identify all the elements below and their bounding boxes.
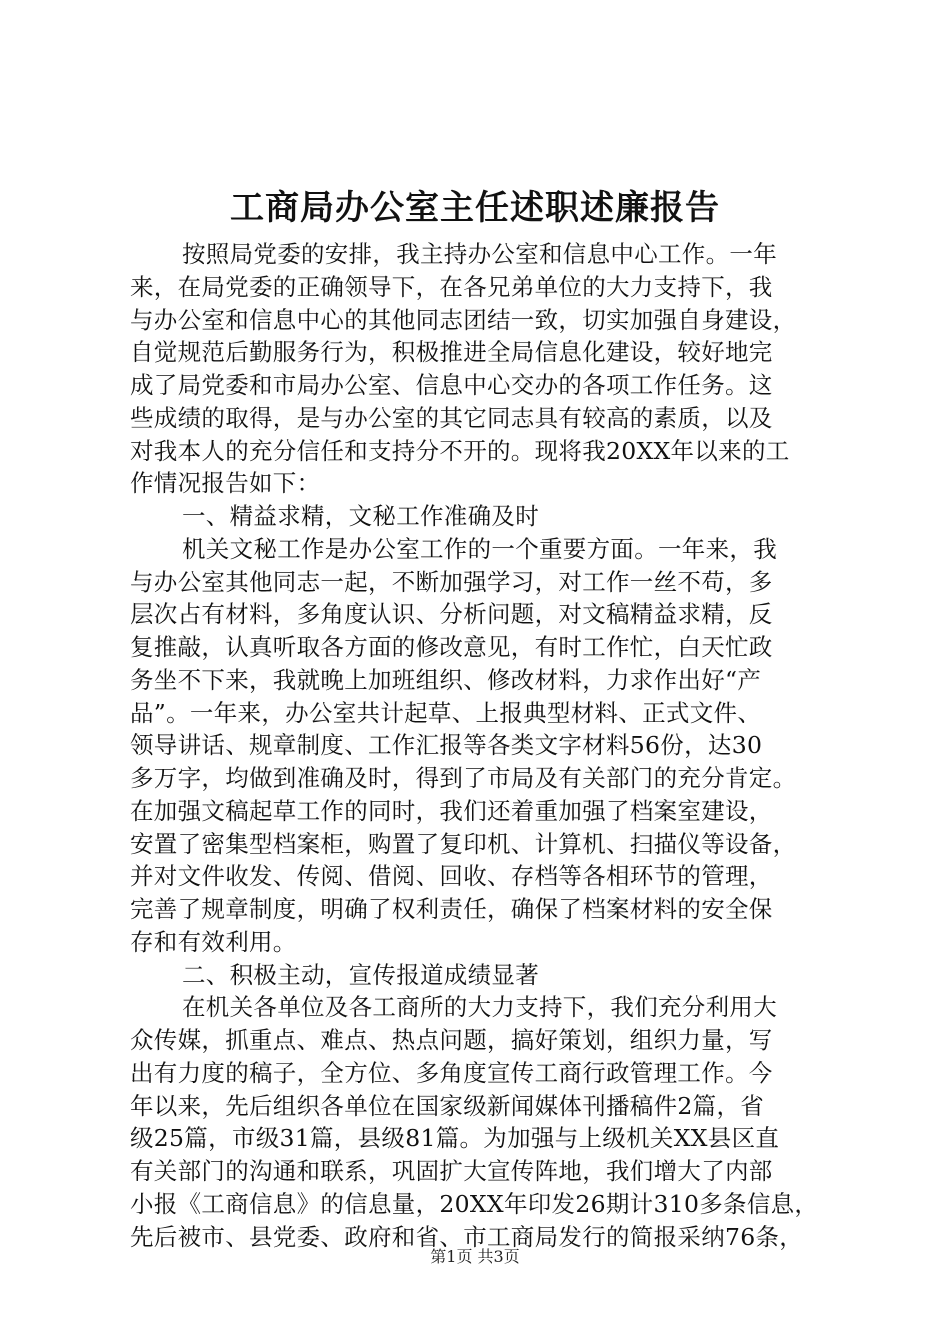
- paragraph-line: 复推敲，认真听取各方面的修改意见，有时工作忙，白天忙政: [130, 633, 773, 661]
- paragraph-line: 自觉规范后勤服务行为，积极推进全局信息化建设，较好地完: [130, 338, 773, 367]
- paragraph-line: 有关部门的沟通和联系，巩固扩大宣传阵地，我们增大了内部: [130, 1157, 773, 1185]
- paragraph-line: 领导讲话、规章制度、工作汇报等各类文字材料56份，达30: [130, 731, 763, 760]
- paragraph-line: 层次占有材料，多角度认识、分析问题，对文稿精益求精，反: [130, 600, 773, 629]
- section-heading: 一、精益求精，文秘工作准确及时: [182, 502, 539, 530]
- paragraph-line: 务坐不下来，我就晚上加班组织、修改材料，力求作出好“产: [130, 665, 762, 694]
- paragraph-line: 并对文件收发、传阅、借阅、回收、存档等各相环节的管理，: [130, 862, 773, 891]
- page-number: 第1页 共3页: [430, 1247, 520, 1266]
- document-title: 工商局办公室主任述职述廉报告: [230, 188, 720, 228]
- paragraph-line: 级25篇，市级31篇，县级81篇。为加强与上级机关XX县区直: [130, 1124, 780, 1153]
- paragraph-line: 按照局党委的安排，我主持办公室和信息中心工作。一年: [182, 240, 777, 268]
- paragraph-line: 多万字，均做到准确及时，得到了市局及有关部门的充分肯定。: [130, 764, 797, 792]
- paragraph-line: 先后被市、县党委、政府和省、市工商局发行的简报采纳76条，: [130, 1222, 804, 1251]
- paragraph-line: 众传媒，抓重点、难点、热点问题，搞好策划，组织力量，写: [130, 1026, 773, 1054]
- paragraph-line: 出有力度的稿子，全方位、多角度宣传工商行政管理工作。今: [130, 1058, 773, 1087]
- document-body: [130, 238, 830, 1253]
- paragraph-line: 成了局党委和市局办公室、信息中心交办的各项工作任务。这: [130, 371, 773, 399]
- paragraph-line: 在机关各单位及各工商所的大力支持下，我们充分利用大: [182, 993, 777, 1022]
- paragraph-line: 作情况报告如下：: [130, 469, 321, 498]
- paragraph-line: 机关文秘工作是办公室工作的一个重要方面。一年来，我: [182, 534, 777, 563]
- paragraph-line: 与办公室和信息中心的其他同志团结一致，切实加强自身建设，: [130, 305, 797, 334]
- paragraph-line: 小报《工商信息》的信息量，20XX年印发26期计310多条信息，: [130, 1189, 819, 1218]
- paragraph-line: 些成绩的取得，是与办公室的其它同志具有较高的素质，以及: [130, 403, 773, 432]
- paragraph-line: 在加强文稿起草工作的同时，我们还着重加强了档案室建设，: [130, 796, 773, 825]
- paragraph-line: 来，在局党委的正确领导下，在各兄弟单位的大力支持下，我: [130, 272, 773, 301]
- section-heading: 二、积极主动，宣传报道成绩显著: [182, 960, 539, 989]
- paragraph-line: 对我本人的充分信任和支持分不开的。现将我20XX年以来的工: [130, 436, 790, 465]
- paragraph-line: 与办公室其他同志一起，不断加强学习，对工作一丝不苟，多: [130, 567, 773, 596]
- paragraph-line: 年以来，先后组织各单位在国家级新闻媒体刊播稿件2篇，省: [130, 1091, 765, 1120]
- paragraph-line: 安置了密集型档案柜，购置了复印机、计算机、扫描仪等设备，: [130, 829, 797, 858]
- paragraph-line: 品”。一年来，办公室共计起草、上报典型材料、正式文件、: [130, 698, 762, 727]
- paragraph-line: 完善了规章制度，明确了权利责任，确保了档案材料的安全保: [130, 895, 773, 923]
- paragraph-line: 存和有效利用。: [130, 927, 297, 956]
